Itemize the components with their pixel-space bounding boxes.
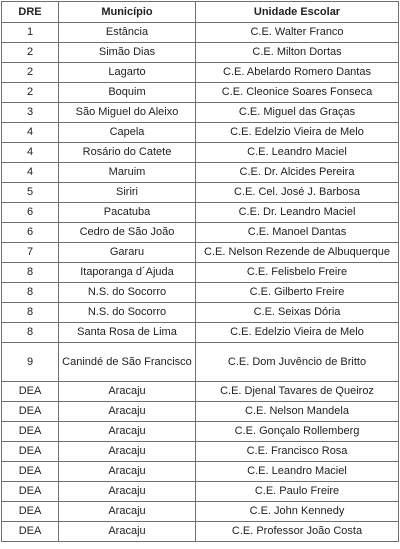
table-row	[2, 522, 399, 542]
dre-cell: 2	[2, 43, 59, 63]
unidade-escolar-cell: C.E. Nelson Rezende de Albuquerque	[196, 243, 399, 263]
table-row	[2, 83, 399, 103]
dre-cell: 4	[2, 143, 59, 163]
header-municipio: Município	[59, 2, 196, 23]
municipio-cell: Aracaju	[59, 502, 196, 522]
table-row	[2, 442, 399, 462]
dre-cell: DEA	[2, 422, 59, 442]
dre-cell: DEA	[2, 382, 59, 402]
unidade-escolar-cell: C.E. Professor João Costa	[196, 522, 399, 542]
municipio-cell: Santa Rosa de Lima	[59, 323, 196, 343]
municipio-cell: N.S. do Socorro	[59, 283, 196, 303]
municipio-cell: Aracaju	[59, 442, 196, 462]
unidade-escolar-cell: C.E. Dom Juvêncio de Britto	[196, 343, 399, 382]
dre-cell: 8	[2, 323, 59, 343]
municipio-cell: São Miguel do Aleixo	[59, 103, 196, 123]
unidade-escolar-cell: C.E. Felisbelo Freire	[196, 263, 399, 283]
table-row	[2, 422, 399, 442]
table-row	[2, 183, 399, 203]
dre-cell: 6	[2, 223, 59, 243]
municipio-cell: N.S. do Socorro	[59, 303, 196, 323]
unidade-escolar-cell: C.E. Manoel Dantas	[196, 223, 399, 243]
municipio-cell: Aracaju	[59, 462, 196, 482]
table-row	[2, 263, 399, 283]
unidade-escolar-cell: C.E. Cleonice Soares Fonseca	[196, 83, 399, 103]
unidade-escolar-cell: C.E. Cel. José J. Barbosa	[196, 183, 399, 203]
municipio-cell: Aracaju	[59, 382, 196, 402]
table-row	[2, 502, 399, 522]
municipio-cell: Canindé de São Francisco	[59, 343, 196, 382]
municipio-cell: Aracaju	[59, 402, 196, 422]
table-row	[2, 243, 399, 263]
dre-cell: 8	[2, 283, 59, 303]
dre-cell: 1	[2, 23, 59, 43]
unidade-escolar-cell: C.E. Djenal Tavares de Queiroz	[196, 382, 399, 402]
unidade-escolar-cell: C.E. Leandro Maciel	[196, 462, 399, 482]
unidade-escolar-cell: C.E. Walter Franco	[196, 23, 399, 43]
unidade-escolar-cell: C.E. Nelson Mandela	[196, 402, 399, 422]
municipio-cell: Rosário do Catete	[59, 143, 196, 163]
municipio-cell: Estância	[59, 23, 196, 43]
unidade-escolar-cell: C.E. John Kennedy	[196, 502, 399, 522]
table-row	[2, 482, 399, 502]
dre-cell: 4	[2, 163, 59, 183]
table-row	[2, 63, 399, 83]
dre-cell: DEA	[2, 482, 59, 502]
dre-cell: DEA	[2, 402, 59, 422]
table-row	[2, 323, 399, 343]
table-row	[2, 223, 399, 243]
schools-table	[1, 1, 399, 542]
dre-cell: DEA	[2, 522, 59, 542]
table-row	[2, 123, 399, 143]
unidade-escolar-cell: C.E. Dr. Leandro Maciel	[196, 203, 399, 223]
municipio-cell: Pacatuba	[59, 203, 196, 223]
municipio-cell: Maruim	[59, 163, 196, 183]
dre-cell: 4	[2, 123, 59, 143]
unidade-escolar-cell: C.E. Miguel das Graças	[196, 103, 399, 123]
table-row	[2, 163, 399, 183]
table-row	[2, 203, 399, 223]
municipio-cell: Siriri	[59, 183, 196, 203]
dre-cell: 6	[2, 203, 59, 223]
unidade-escolar-cell: C.E. Dr. Alcides Pereira	[196, 163, 399, 183]
municipio-cell: Itaporanga d´Ajuda	[59, 263, 196, 283]
unidade-escolar-cell: C.E. Seixas Dória	[196, 303, 399, 323]
dre-cell: DEA	[2, 462, 59, 482]
dre-cell: 2	[2, 63, 59, 83]
dre-cell: DEA	[2, 442, 59, 462]
municipio-cell: Cedro de São João	[59, 223, 196, 243]
unidade-escolar-cell: C.E. Leandro Maciel	[196, 143, 399, 163]
unidade-escolar-cell: C.E. Edelzio Vieira de Melo	[196, 323, 399, 343]
dre-cell: 3	[2, 103, 59, 123]
municipio-cell: Lagarto	[59, 63, 196, 83]
unidade-escolar-cell: C.E. Paulo Freire	[196, 482, 399, 502]
dre-cell: 7	[2, 243, 59, 263]
unidade-escolar-cell: C.E. Francisco Rosa	[196, 442, 399, 462]
table-row	[2, 23, 399, 43]
municipio-cell: Gararu	[59, 243, 196, 263]
table-row	[2, 402, 399, 422]
dre-cell: 5	[2, 183, 59, 203]
municipio-cell: Capela	[59, 123, 196, 143]
table-row	[2, 43, 399, 63]
table-row	[2, 462, 399, 482]
dre-cell: 9	[2, 343, 59, 382]
unidade-escolar-cell: C.E. Abelardo Romero Dantas	[196, 63, 399, 83]
unidade-escolar-cell: C.E. Gilberto Freire	[196, 283, 399, 303]
table-row	[2, 103, 399, 123]
table-row	[2, 283, 399, 303]
dre-cell: 8	[2, 303, 59, 323]
table-row	[2, 303, 399, 323]
table-body	[2, 23, 399, 542]
unidade-escolar-cell: C.E. Gonçalo Rollemberg	[196, 422, 399, 442]
table-row	[2, 343, 399, 382]
municipio-cell: Aracaju	[59, 522, 196, 542]
schools-table-container	[1, 1, 399, 542]
header-dre: DRE	[2, 2, 59, 23]
municipio-cell: Simão Dias	[59, 43, 196, 63]
unidade-escolar-cell: C.E. Milton Dortas	[196, 43, 399, 63]
municipio-cell: Aracaju	[59, 482, 196, 502]
table-header-row	[2, 2, 399, 23]
table-row	[2, 143, 399, 163]
table-row	[2, 382, 399, 402]
dre-cell: DEA	[2, 502, 59, 522]
municipio-cell: Aracaju	[59, 422, 196, 442]
unidade-escolar-cell: C.E. Edelzio Vieira de Melo	[196, 123, 399, 143]
dre-cell: 2	[2, 83, 59, 103]
header-unidade-escolar: Unidade Escolar	[196, 2, 399, 23]
municipio-cell: Boquim	[59, 83, 196, 103]
dre-cell: 8	[2, 263, 59, 283]
